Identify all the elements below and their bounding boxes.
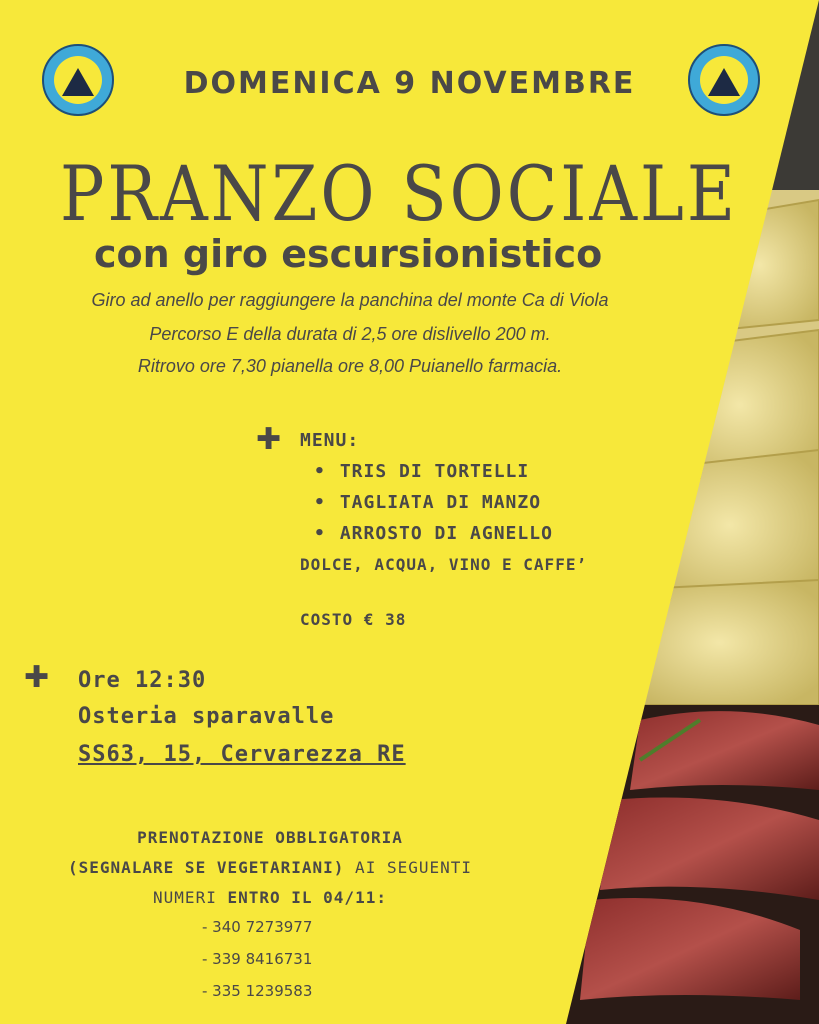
intro-line: Ritrovo ore 7,30 pianella ore 8,00 Puianello farmacia.	[137, 356, 563, 376]
plus-icon: ✚	[256, 422, 282, 457]
menu-item: • ARROSTO DI AGNELLO	[314, 518, 553, 549]
steak-slice	[630, 711, 819, 790]
plus-icon: ✚	[24, 660, 50, 695]
steak-slice	[600, 798, 819, 901]
booking-line-3	[0, 888, 540, 907]
menu-cost: COSTO € 38	[300, 610, 407, 629]
intro-line: Giro ad anello per raggiungere la panchina del monte Ca di Viola	[91, 290, 609, 310]
phone-number[interactable]: - 335 1239583	[202, 982, 313, 1000]
lunch-time: Ore 12:30	[78, 668, 207, 693]
menu-list	[314, 456, 553, 549]
menu-extras: DOLCE, ACQUA, VINO E CAFFE’	[300, 555, 588, 574]
event-subtitle: con giro escursionistico	[94, 232, 603, 276]
booking-deadline: ENTRO IL 04/11:	[227, 888, 387, 907]
booking-line-2	[0, 858, 540, 877]
phone-number[interactable]: - 339 8416731	[202, 950, 313, 968]
tortello-shape	[640, 450, 819, 600]
event-date: DOMENICA 9 NOVEMBRE	[183, 66, 636, 101]
booking-line-3-plain: NUMERI	[153, 888, 228, 907]
venue-address-link[interactable]: SS63, 15, Cervarezza RE	[78, 742, 406, 767]
booking-line-2-rest: AI SEGUENTI	[344, 858, 473, 877]
booking-required: PRENOTAZIONE OBBLIGATORIA	[137, 828, 403, 847]
venue-name: Osteria sparavalle	[78, 704, 335, 729]
tortello-shape	[620, 580, 819, 705]
menu-item: • TRIS DI TORTELLI	[314, 456, 553, 487]
menu-heading: MENU:	[300, 430, 360, 451]
menu-item: • TAGLIATA DI MANZO	[314, 487, 553, 518]
intro-line: Percorso E della durata di 2,5 ore dislivello 200 m.	[149, 324, 551, 344]
event-title: PRANZO SOCIALE	[60, 150, 739, 239]
phone-number[interactable]: - 340 7273977	[202, 918, 313, 936]
vegetarian-note: (SEGNALARE SE VEGETARIANI)	[67, 858, 345, 877]
